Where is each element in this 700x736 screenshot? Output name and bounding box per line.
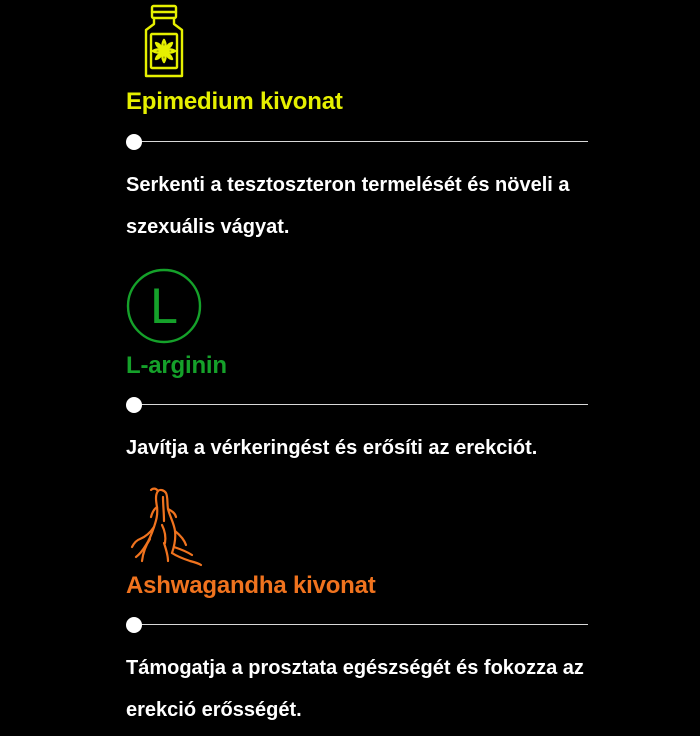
ingredient-description: Serkenti a tesztoszteron termelését és növeli a szexuális vágyat. — [126, 174, 570, 238]
divider-dot — [126, 134, 142, 150]
divider-slider — [126, 617, 588, 633]
ingredient-title: L-arginin — [126, 352, 227, 379]
ingredient-description: Támogatja a prosztata egészségét és fokozza az erekció erősségét. — [126, 657, 584, 721]
letter-l-circle-icon — [126, 268, 202, 344]
divider-line — [132, 141, 588, 142]
divider-line — [132, 404, 588, 405]
divider-slider — [126, 397, 588, 413]
ingredient-description: Javítja a vérkeringést és erősíti az erekciót. — [126, 437, 538, 459]
divider-dot — [126, 617, 142, 633]
divider-dot — [126, 397, 142, 413]
icon-letter: L — [150, 278, 178, 334]
divider-line — [132, 624, 588, 625]
ginseng-root-icon — [128, 487, 204, 572]
ingredient-title: Epimedium kivonat — [126, 88, 343, 115]
divider-slider — [126, 134, 588, 150]
herbal-bottle-icon — [142, 4, 186, 85]
ingredient-title: Ashwagandha kivonat — [126, 572, 376, 599]
